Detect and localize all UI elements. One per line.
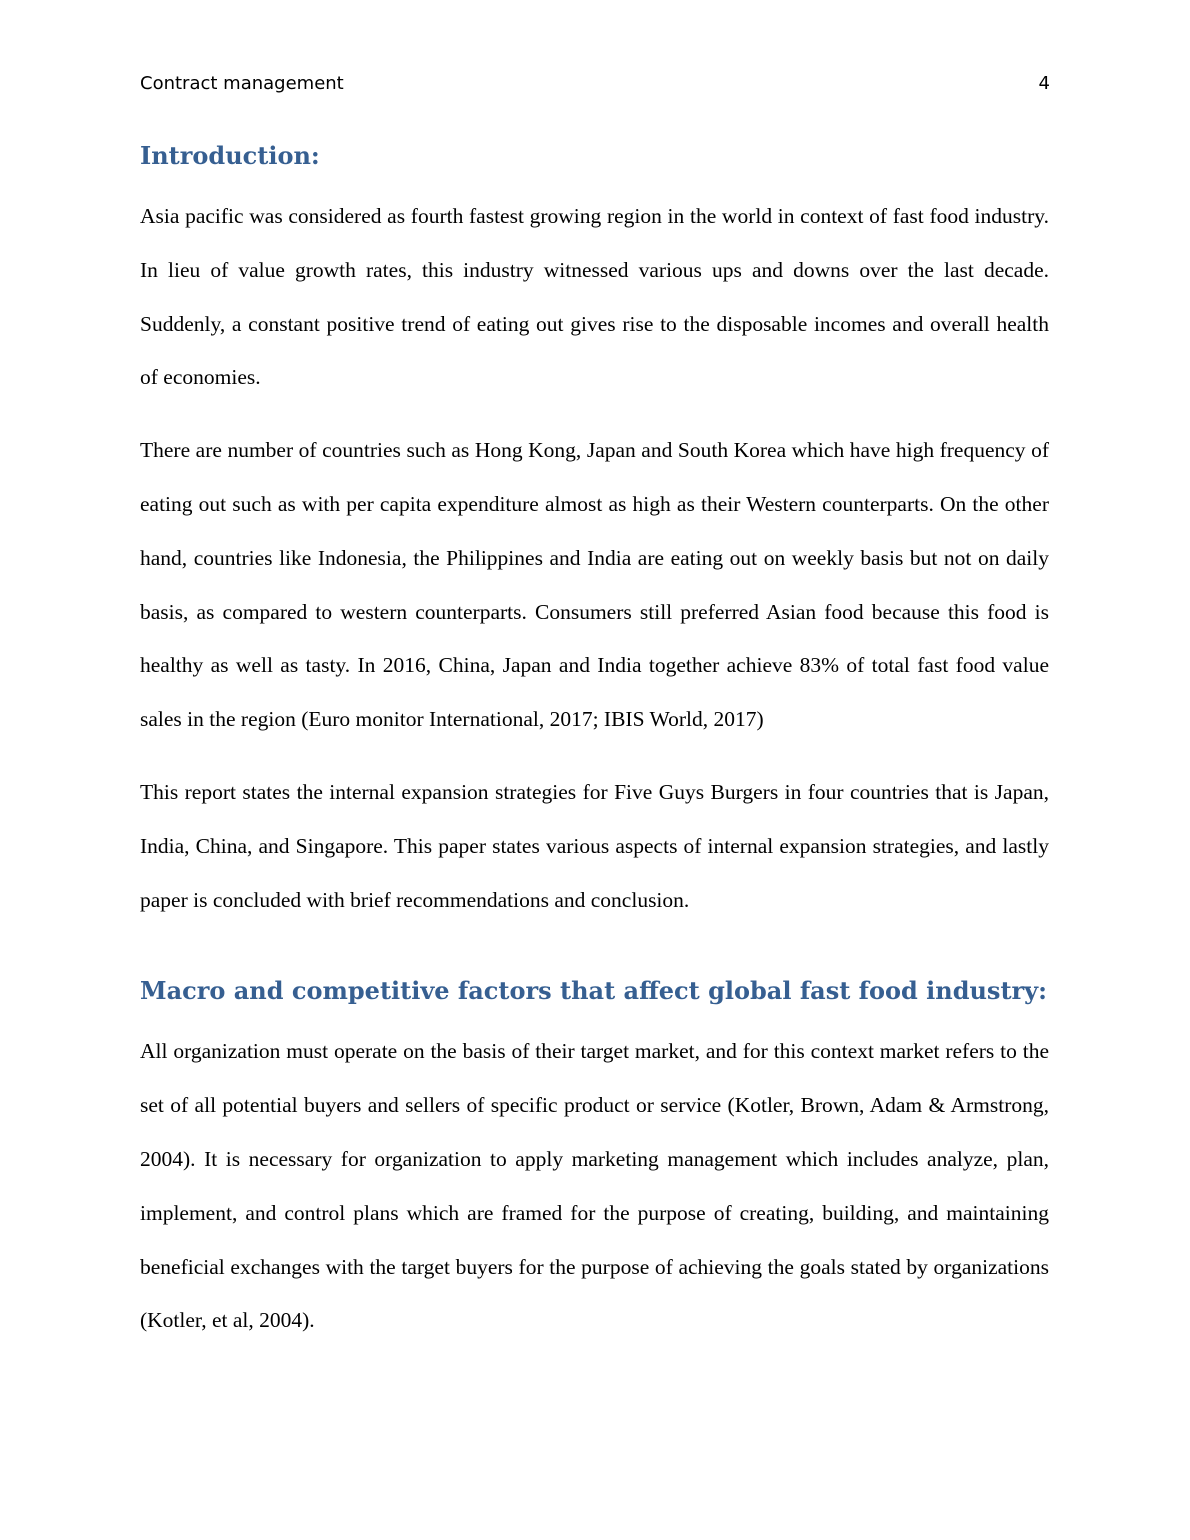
- paragraph-spacer: [140, 747, 1049, 766]
- introduction-paragraph-3: This report states the internal expansion strategies for Five Guys Burgers in four countries that is Japan, India, China, and Singapore. This paper states various aspects of internal expansion strategies, and lastly paper is concluded with brief recommendations and conclusion.: [140, 779, 1049, 912]
- macro-factors-heading: Macro and competitive factors that affect global fast food industry:: [140, 976, 1047, 1006]
- page-header: [140, 70, 1050, 98]
- introduction-paragraph-2: There are number of countries such as Hong Kong, Japan and South Korea which have high frequency of eating out such as with per capita expenditure almost as high as their Western counterparts. On the other hand, countries like Indonesia, the Philippines and India are eating out on weekly basis but not on daily basis, as compared to western counterparts. Consumers still preferred Asian food because this food is healthy as well as tasty. In 2016, China, Japan and India together achieve 83% of total fast food value sales in the region (Euro monitor International, 2017; IBIS World, 2017): [140, 438, 1049, 732]
- macro-paragraph-1: All organization must operate on the basis of their target market, and for this context market refers to the set of all potential buyers and sellers of specific product or service (Kotler, Brown, Adam & Armstrong, 2004). It is necessary for organization to apply marketing management which includes analyze, plan, implement, and control plans which are framed for the purpose of creating, building, and maintaining beneficial exchanges with the target buyers for the purpose of achieving the goals stated by organizations (Kotler, et al, 2004).: [140, 1039, 1049, 1333]
- document-body: [140, 136, 1049, 1348]
- introduction-paragraph-1: Asia pacific was considered as fourth fastest growing region in the world in context of fast food industry. In lieu of value growth rates, this industry witnessed various ups and downs over the last decade. Suddenly, a constant positive trend of eating out gives rise to the disposable incomes and overall health of economies.: [140, 204, 1049, 390]
- paragraph-spacer: [140, 405, 1049, 424]
- section-spacer: [140, 927, 1049, 971]
- running-head-title: Contract management: [140, 73, 344, 94]
- page-number: 4: [1038, 73, 1050, 94]
- introduction-heading: Introduction:: [140, 141, 320, 170]
